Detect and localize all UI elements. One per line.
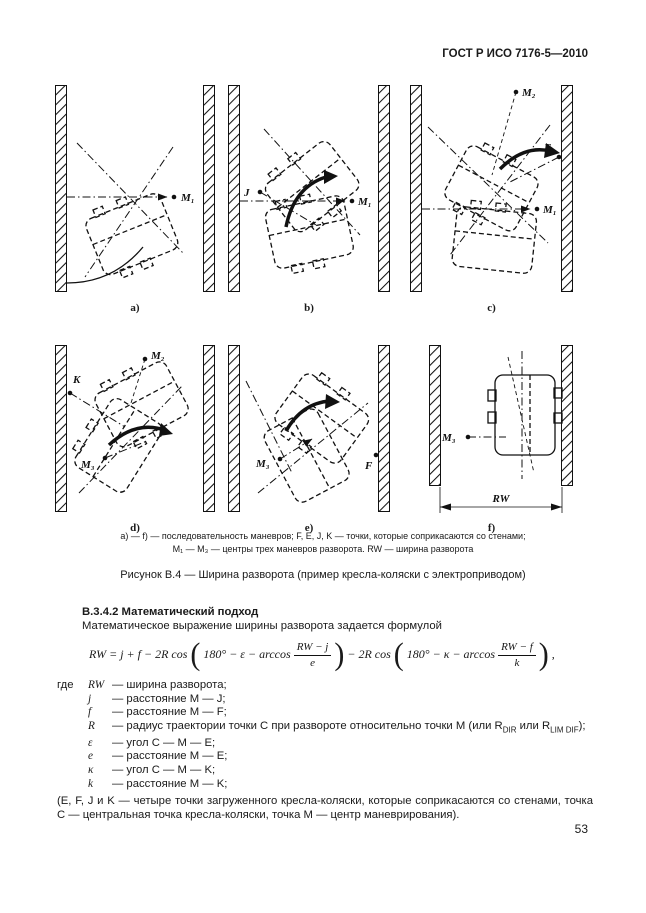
- def-text: — ширина разворота;: [112, 679, 227, 692]
- wall-left: [430, 346, 441, 486]
- formula-tail: ,: [551, 647, 555, 662]
- formula-term-2: 180° − κ − arccos: [406, 647, 496, 662]
- section-intro: Математическое выражение ширины разворота задается формулой: [82, 619, 442, 632]
- fraction-1-denominator: e: [310, 656, 315, 669]
- formula-rparen-1: ): [334, 637, 345, 672]
- point-m3: [103, 456, 108, 461]
- def-term: R: [88, 719, 95, 732]
- def-text: — расстояние M — J;: [112, 692, 226, 705]
- def-term: f: [88, 706, 92, 719]
- panel-f-diagram: [410, 345, 573, 517]
- def-term: e: [88, 750, 94, 763]
- point-e: [557, 155, 562, 160]
- figure-title: Рисунок В.4 — Ширина разворота (пример кресла-коляски с электроприводом): [120, 569, 526, 581]
- label-m1: M₁: [358, 196, 372, 208]
- label-e: E: [544, 142, 552, 154]
- construction-lines: [468, 351, 534, 479]
- wall-left: [56, 346, 67, 512]
- fraction-1: [294, 641, 332, 669]
- fraction-2: [498, 641, 536, 669]
- formula-rparen-2: ): [538, 637, 549, 672]
- def-term: ε: [88, 736, 93, 749]
- point-f: [374, 453, 379, 458]
- def-text: — расстояние M — E;: [112, 750, 228, 763]
- figure-panel-a: [55, 85, 215, 314]
- wall-right: [562, 346, 573, 486]
- rotation-arrowhead: [325, 394, 340, 409]
- wall-right: [204, 346, 215, 512]
- panel-letter-c: c): [487, 302, 496, 314]
- def-term: κ: [88, 764, 94, 776]
- label-m3: M₃: [256, 458, 270, 470]
- def-text: — радиус траектории точки C при развороте относительно точки M (или $R_{DIR}$ или $R_{LIM DIF}$);: [112, 719, 586, 735]
- construction-lines: [67, 143, 183, 283]
- label-m3: M₃: [442, 432, 456, 444]
- wall-left: [229, 346, 240, 512]
- formula-lparen-1: (: [190, 637, 201, 672]
- def-text: — расстояние M — F;: [112, 706, 227, 719]
- wheelchair-outline-prev: [261, 406, 352, 505]
- formula-mid: − 2R cos: [347, 647, 391, 662]
- panel-e-diagram: [228, 345, 390, 517]
- dim-arrow-left: [440, 504, 451, 511]
- rotation-arc: [500, 150, 550, 169]
- dim-arrow-right: [551, 504, 562, 511]
- panel-a-diagram: [55, 85, 215, 297]
- point-m1: [535, 207, 540, 212]
- definition-j: [57, 693, 593, 707]
- fraction-2-numerator: RW − f: [498, 641, 536, 656]
- wheelchair-outline: [488, 375, 562, 455]
- fraction-2-denominator: k: [514, 656, 520, 669]
- wall-right: [204, 86, 215, 292]
- figure-panel-e: [228, 345, 390, 534]
- label-m3: M₃: [81, 459, 95, 471]
- def-text: — расстояние M — K;: [112, 777, 228, 790]
- where-label: где: [57, 679, 74, 692]
- wall-left: [229, 86, 240, 292]
- definitions-note: (E, F, J и K — четыре точки загруженного кресла-коляски, которые соприкасаются со стенами, точка C — центральная точка кресла-коляски, точка M — центр маневрирования).: [57, 795, 593, 821]
- label-rw: RW: [492, 493, 510, 505]
- wall-right: [379, 86, 390, 292]
- panel-letter-e: е): [304, 522, 314, 534]
- figure-panel-f: [410, 345, 573, 534]
- def-text: — угол C — M — E;: [112, 736, 216, 749]
- panel-d-diagram: [55, 345, 215, 517]
- figure-caption-line2: М₁ — М₃ — центры трех маневров разворота. RW — ширина разворота: [172, 544, 474, 554]
- construction-lines: [428, 92, 559, 255]
- panel-letter-a: а): [130, 302, 140, 314]
- wall-right: [562, 86, 573, 292]
- subscript-dir: DIR: [502, 725, 517, 735]
- definition-kappa: [57, 764, 593, 778]
- wheelchair-outline-prev: [66, 392, 165, 495]
- point-m1: [172, 195, 177, 200]
- fraction-1-numerator: RW − j: [294, 641, 332, 656]
- formula-term-1: 180° − ε − arccos: [203, 647, 291, 662]
- panel-c-diagram: [410, 85, 573, 297]
- definition-f: [57, 706, 593, 720]
- label-m1: M₁: [543, 204, 557, 216]
- rotation-arc: [109, 427, 167, 445]
- formula-lead: RW = j + f − 2R cos: [89, 647, 188, 662]
- definition-rw: [57, 679, 593, 693]
- wall-left: [56, 86, 67, 292]
- def-term: k: [88, 777, 94, 790]
- label-j: J: [244, 187, 250, 199]
- label-k: K: [73, 374, 81, 386]
- definition-epsilon: [57, 737, 593, 751]
- definition-r: [57, 720, 593, 737]
- section-heading: В.3.4.2 Математический подход: [82, 606, 259, 618]
- definition-e: [57, 750, 593, 764]
- panel-letter-f: f): [487, 522, 496, 534]
- point-j: [258, 190, 263, 195]
- def-text: — угол C — M — K;: [112, 764, 216, 776]
- label-m1: M₁: [181, 192, 195, 204]
- rotation-arc: [286, 401, 330, 431]
- figure-panel-c: [410, 85, 573, 314]
- label-m2: M₂: [151, 350, 165, 362]
- panel-letter-b: b): [304, 302, 314, 314]
- wall-left: [411, 86, 422, 292]
- point-m3: [466, 435, 471, 440]
- figure-row-2: [55, 345, 573, 534]
- page-number: 53: [574, 822, 588, 836]
- point-m2: [514, 90, 519, 95]
- panel-letter-d: d): [130, 522, 140, 534]
- formula-lparen-2: (: [393, 637, 404, 672]
- figure-caption-line1: а) — f) — последовательность маневров; F, E, J, K — точки, которые соприкасаются со стенами;: [120, 531, 526, 541]
- label-f: F: [365, 460, 373, 472]
- wall-right: [379, 346, 390, 512]
- label-m2: M₂: [522, 87, 536, 99]
- subscript-limdif: LIM DIF: [550, 725, 579, 735]
- formula-rw: [89, 637, 593, 672]
- maneuver-center-line: [280, 439, 312, 459]
- def-term: j: [88, 692, 92, 705]
- definition-k: [57, 778, 593, 792]
- rw-dimension: [440, 487, 562, 513]
- figure-row-1: [55, 85, 573, 314]
- point-m1: [350, 199, 355, 204]
- point-m3: [278, 457, 283, 462]
- section-b342: [57, 606, 593, 822]
- panel-b-diagram: [228, 85, 390, 297]
- def-term: RW: [88, 679, 105, 692]
- figure-panel-b: [228, 85, 390, 314]
- point-k: [68, 391, 73, 396]
- figure-panel-d: [55, 345, 215, 534]
- rotation-arrowhead: [324, 170, 338, 184]
- point-m2: [143, 357, 148, 362]
- document-header: ГОСТ Р ИСО 7176-5—2010: [442, 48, 588, 60]
